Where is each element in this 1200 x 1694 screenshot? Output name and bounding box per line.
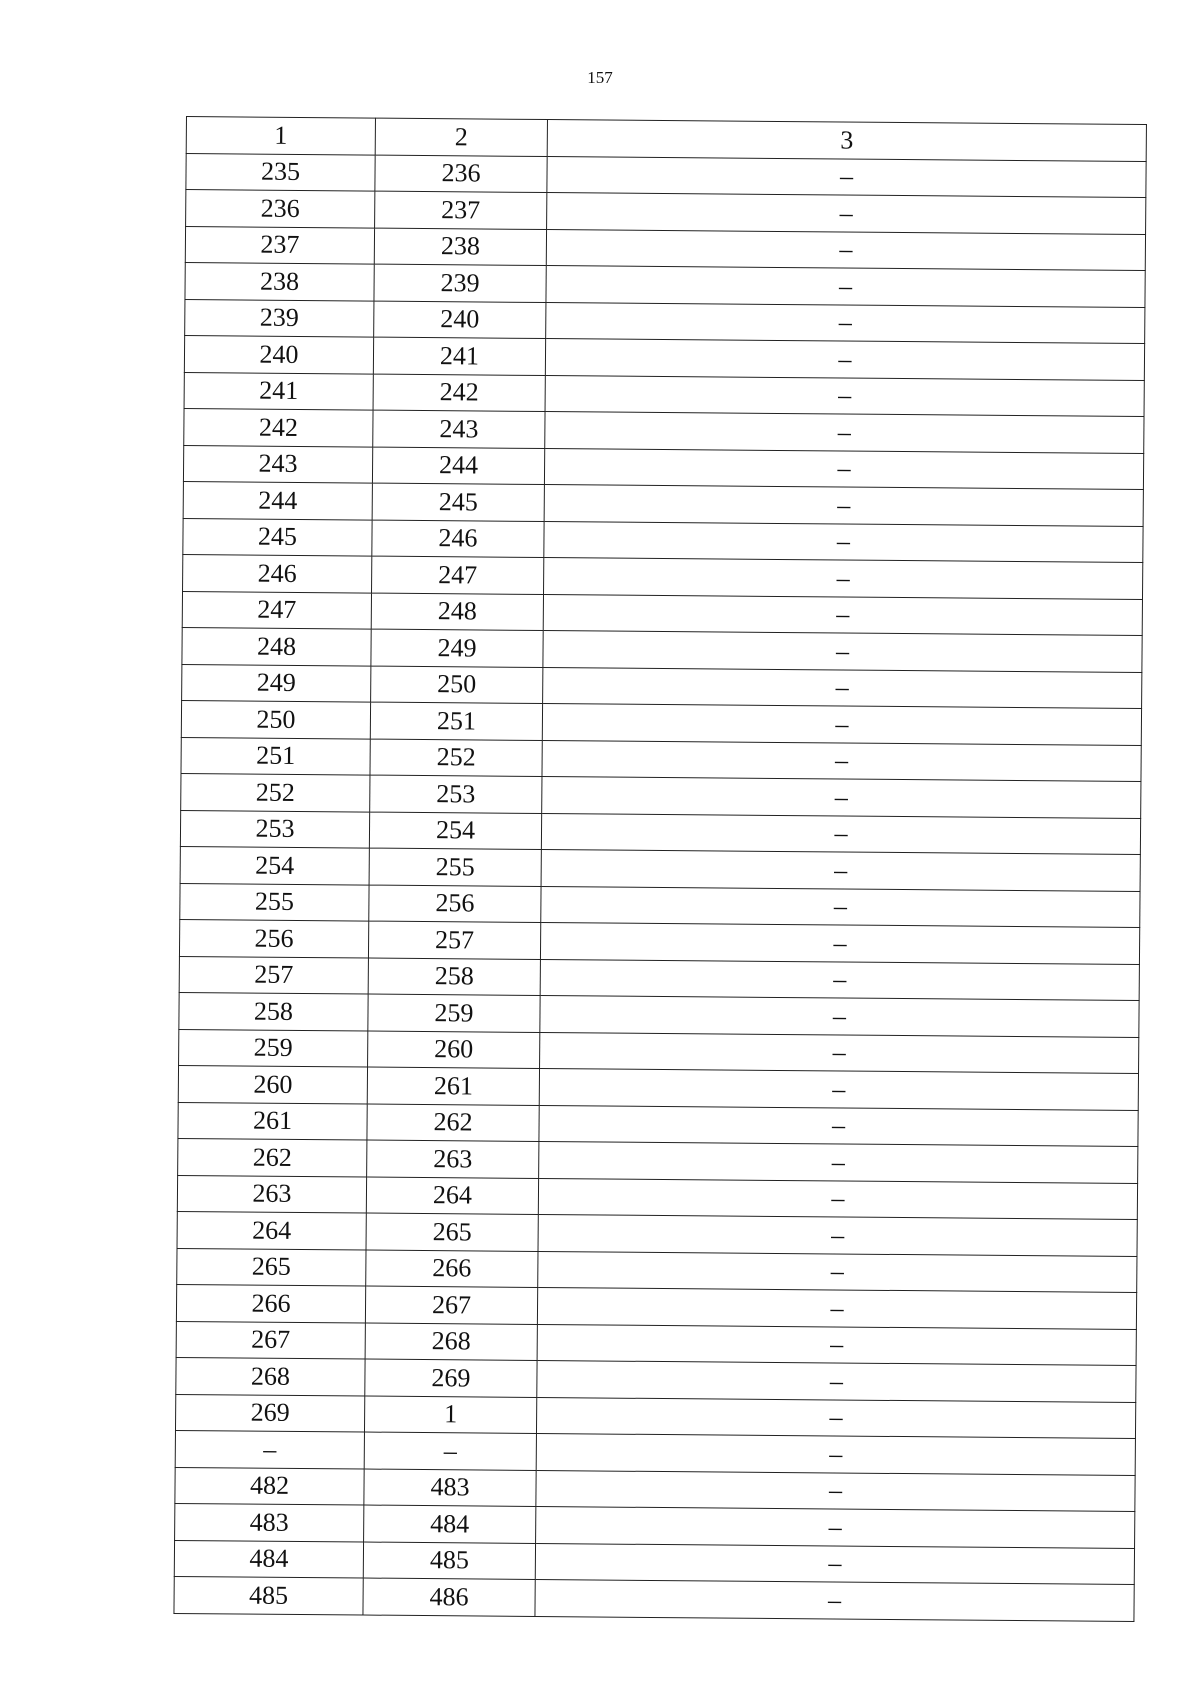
table-cell-col-3: – — [535, 1579, 1134, 1621]
table-cell-col-2: 267 — [365, 1286, 537, 1324]
table-cell-col-2: 241 — [373, 337, 545, 375]
table-cell-col-3: – — [536, 1397, 1135, 1439]
table-cell-col-1: 238 — [185, 262, 374, 300]
table-cell-col-1: 267 — [176, 1321, 365, 1359]
table-cell-col-1: 246 — [183, 554, 372, 592]
table-cell-col-2: 240 — [374, 301, 546, 339]
table-cell-col-1: 254 — [180, 846, 369, 884]
column-header-1: 1 — [186, 117, 375, 155]
table-cell-col-1: 250 — [181, 700, 370, 738]
table-cell-col-1: 269 — [175, 1394, 364, 1432]
table-row — [174, 1576, 1134, 1621]
table-cell-col-1: 245 — [183, 518, 372, 556]
table-cell-col-1: 235 — [186, 153, 375, 191]
table-cell-col-3: – — [540, 959, 1139, 1001]
table-body — [174, 117, 1147, 1621]
table-cell-col-1: 263 — [177, 1175, 366, 1213]
table-cell-col-1: 485 — [174, 1576, 363, 1614]
table-cell-col-1: 259 — [179, 1029, 368, 1067]
table-cell-col-2: 245 — [372, 483, 544, 521]
table-cell-col-3: – — [539, 1141, 1138, 1183]
table-cell-col-2: 252 — [370, 739, 542, 777]
table-cell-col-2: 256 — [369, 885, 541, 923]
table-cell-col-1: – — [175, 1430, 364, 1468]
table-cell-col-3: – — [546, 302, 1145, 344]
table-cell-col-3: – — [540, 995, 1139, 1037]
table-cell-col-2: 258 — [368, 958, 540, 996]
table-cell-col-3: – — [542, 777, 1141, 819]
table-cell-col-2: 247 — [372, 556, 544, 594]
table-cell-col-2: 242 — [373, 374, 545, 412]
table-cell-col-1: 256 — [179, 919, 368, 957]
table-cell-col-2: 238 — [374, 228, 546, 266]
table-container — [173, 116, 1146, 1621]
table-cell-col-1: 239 — [185, 299, 374, 337]
table-cell-col-2: 264 — [366, 1177, 538, 1215]
column-header-2: 2 — [375, 118, 547, 156]
table-cell-col-2: 251 — [370, 702, 542, 740]
table-cell-col-2: 237 — [375, 191, 547, 229]
table-cell-col-1: 247 — [182, 591, 371, 629]
table-cell-col-1: 264 — [177, 1211, 366, 1249]
table-cell-col-1: 261 — [178, 1102, 367, 1140]
table-cell-col-2: 485 — [363, 1542, 535, 1580]
table-cell-col-1: 237 — [185, 226, 374, 264]
table-cell-col-1: 252 — [181, 773, 370, 811]
table-cell-col-3: – — [537, 1360, 1136, 1402]
table-cell-col-1: 257 — [179, 956, 368, 994]
table-cell-col-3: – — [546, 266, 1145, 308]
table-cell-col-3: – — [536, 1433, 1135, 1475]
table-cell-col-3: – — [535, 1543, 1134, 1585]
table-cell-col-3: – — [537, 1287, 1136, 1329]
table-cell-col-3: – — [543, 594, 1142, 636]
table-cell-col-2: – — [364, 1432, 536, 1470]
page-number: 157 — [587, 68, 613, 87]
table-cell-col-3: – — [537, 1324, 1136, 1366]
table-cell-col-2: 265 — [366, 1213, 538, 1251]
column-header-3: 3 — [547, 120, 1146, 162]
table-cell-col-2: 257 — [368, 921, 540, 959]
table-cell-col-3: – — [544, 485, 1143, 527]
table-cell-col-2: 250 — [371, 666, 543, 704]
table-cell-col-3: – — [545, 339, 1144, 381]
table-cell-col-2: 261 — [367, 1067, 539, 1105]
table-cell-col-3: – — [545, 412, 1144, 454]
table-cell-col-3: – — [540, 1032, 1139, 1074]
table-cell-col-3: – — [540, 923, 1139, 965]
table-cell-col-2: 263 — [367, 1140, 539, 1178]
table-cell-col-2: 246 — [372, 520, 544, 558]
table-cell-col-2: 1 — [364, 1396, 536, 1434]
table-cell-col-1: 251 — [181, 737, 370, 775]
data-table — [173, 116, 1147, 1621]
table-cell-col-1: 260 — [178, 1065, 367, 1103]
table-cell-col-3: – — [543, 667, 1142, 709]
table-cell-col-3: – — [538, 1214, 1137, 1256]
table-cell-col-3: – — [538, 1178, 1137, 1220]
table-cell-col-1: 241 — [184, 372, 373, 410]
table-cell-col-2: 243 — [373, 410, 545, 448]
table-cell-col-3: – — [539, 1105, 1138, 1147]
table-cell-col-3: – — [536, 1470, 1135, 1512]
table-cell-col-3: – — [546, 229, 1145, 271]
table-cell-col-3: – — [539, 1068, 1138, 1110]
table-cell-col-1: 244 — [183, 481, 372, 519]
table-cell-col-1: 248 — [182, 627, 371, 665]
table-cell-col-2: 254 — [369, 812, 541, 850]
table-cell-col-3: – — [538, 1251, 1137, 1293]
table-cell-col-2: 486 — [363, 1578, 535, 1616]
table-cell-col-1: 266 — [176, 1284, 365, 1322]
table-cell-col-1: 243 — [183, 445, 372, 483]
table-cell-col-3: – — [542, 740, 1141, 782]
table-cell-col-3: – — [544, 558, 1143, 600]
table-cell-col-3: – — [545, 375, 1144, 417]
table-cell-col-1: 253 — [180, 810, 369, 848]
table-cell-col-3: – — [541, 886, 1140, 928]
table-cell-col-2: 239 — [374, 264, 546, 302]
table-cell-col-3: – — [543, 631, 1142, 673]
table-cell-col-2: 483 — [364, 1469, 536, 1507]
table-cell-col-1: 484 — [174, 1540, 363, 1578]
table-cell-col-3: – — [536, 1506, 1135, 1548]
table-cell-col-1: 265 — [177, 1248, 366, 1286]
table-cell-col-3: – — [544, 448, 1143, 490]
table-cell-col-2: 262 — [367, 1104, 539, 1142]
table-cell-col-1: 242 — [184, 408, 373, 446]
table-cell-col-1: 258 — [179, 992, 368, 1030]
table-cell-col-3: – — [547, 156, 1146, 198]
table-cell-col-1: 236 — [186, 190, 375, 228]
table-cell-col-2: 260 — [368, 1031, 540, 1069]
table-cell-col-1: 240 — [184, 335, 373, 373]
table-cell-col-3: – — [541, 850, 1140, 892]
table-cell-col-3: – — [547, 193, 1146, 235]
table-cell-col-2: 255 — [369, 848, 541, 886]
table-cell-col-2: 266 — [366, 1250, 538, 1288]
table-cell-col-3: – — [541, 813, 1140, 855]
table-cell-col-2: 248 — [371, 593, 543, 631]
table-cell-col-2: 259 — [368, 994, 540, 1032]
table-cell-col-1: 482 — [175, 1467, 364, 1505]
table-cell-col-2: 249 — [371, 629, 543, 667]
table-cell-col-2: 484 — [364, 1505, 536, 1543]
table-cell-col-1: 249 — [182, 664, 371, 702]
table-cell-col-1: 255 — [180, 883, 369, 921]
table-cell-col-1: 483 — [175, 1503, 364, 1541]
table-cell-col-3: – — [542, 704, 1141, 746]
table-cell-col-2: 236 — [375, 155, 547, 193]
table-cell-col-2: 268 — [365, 1323, 537, 1361]
table-cell-col-1: 262 — [178, 1138, 367, 1176]
table-cell-col-1: 268 — [176, 1357, 365, 1395]
table-cell-col-2: 269 — [365, 1359, 537, 1397]
table-cell-col-2: 244 — [372, 447, 544, 485]
table-cell-col-2: 253 — [370, 775, 542, 813]
table-cell-col-3: – — [544, 521, 1143, 563]
